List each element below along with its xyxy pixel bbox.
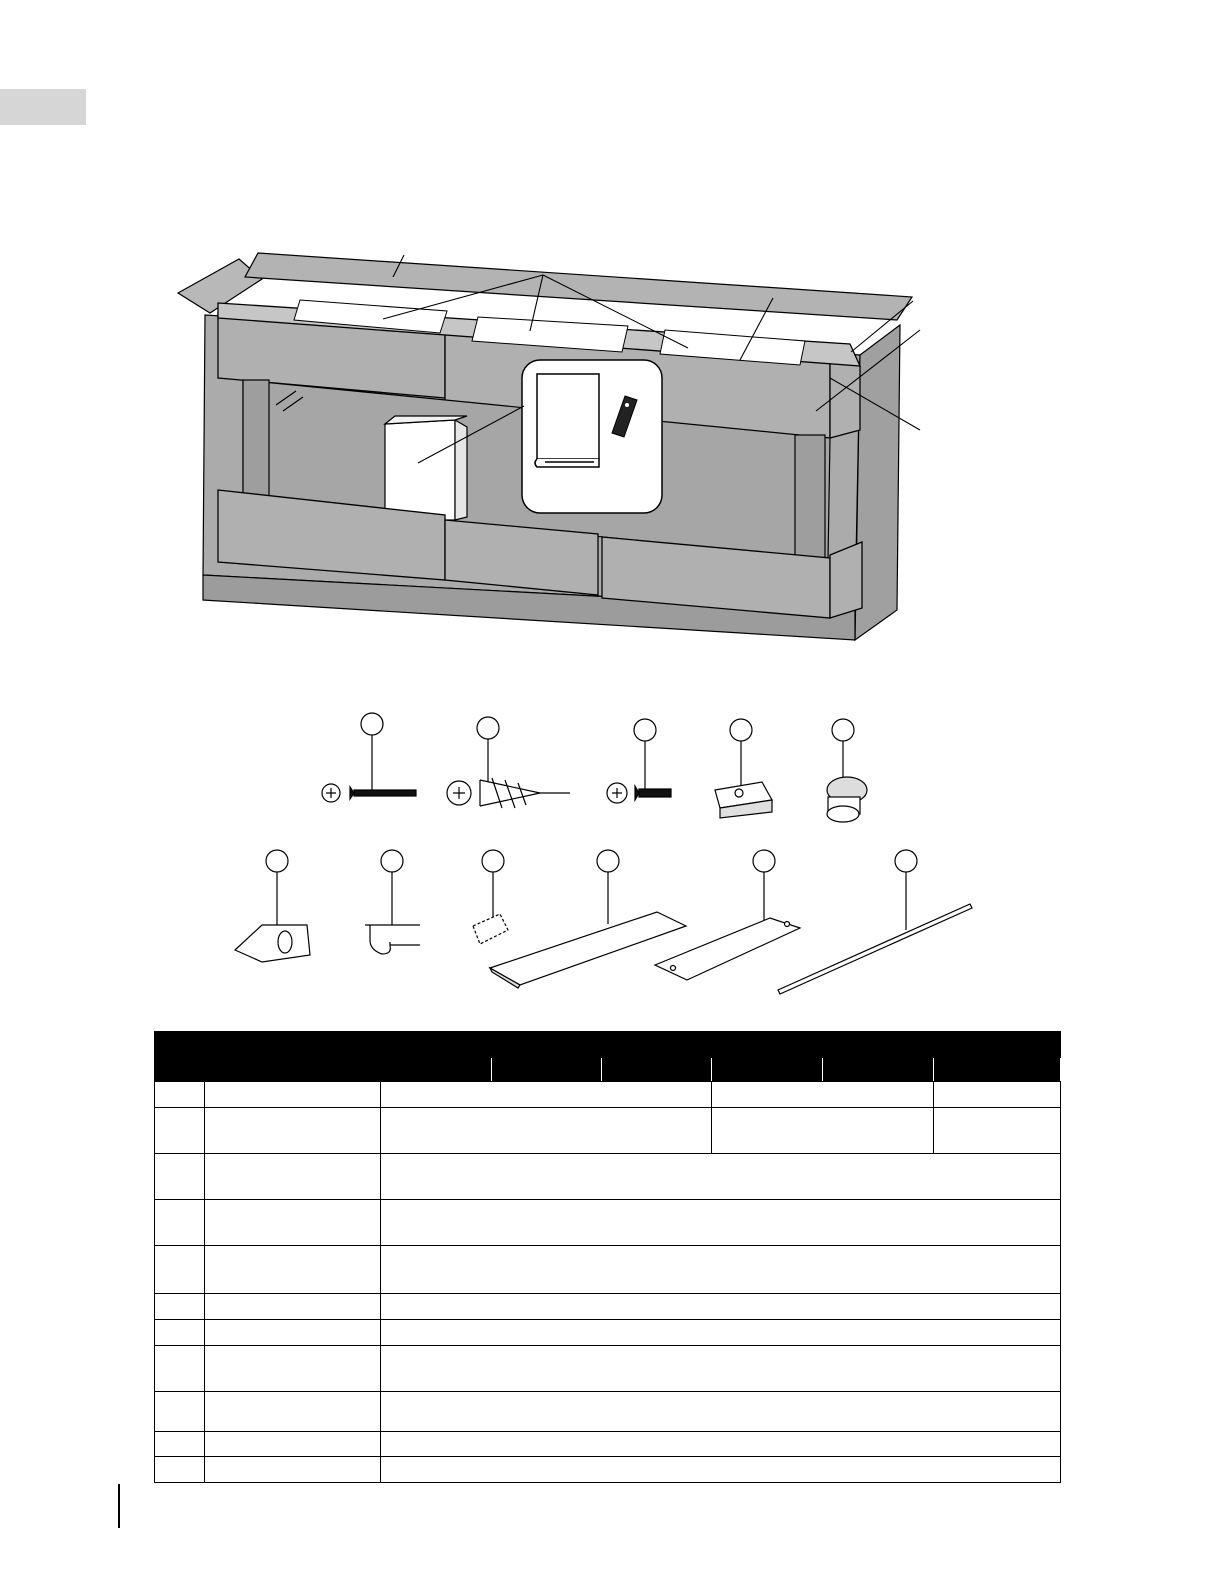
row-number	[155, 1346, 205, 1392]
model-header	[712, 1058, 823, 1082]
grommet-icon	[827, 777, 867, 822]
row-quantity	[381, 1294, 1061, 1320]
row-number	[155, 1154, 205, 1200]
column-header-description	[205, 1032, 381, 1082]
row-quantity	[381, 1346, 1061, 1392]
row-number	[155, 1320, 205, 1346]
footer-divider	[118, 1484, 120, 1528]
row-number	[155, 1457, 205, 1483]
table-row	[155, 1432, 1061, 1457]
row-number	[155, 1108, 205, 1154]
row-description	[205, 1346, 381, 1392]
hardware-row-2	[235, 850, 972, 994]
row-number	[155, 1200, 205, 1246]
model-header	[381, 1058, 492, 1082]
table-row	[155, 1200, 1061, 1246]
drywall-anchor-icon	[447, 778, 570, 808]
manual-box	[385, 416, 467, 520]
hardware-row-1	[322, 713, 867, 822]
spring-icon	[473, 914, 508, 944]
rod-icon	[778, 904, 972, 994]
row-quantity	[381, 1108, 712, 1154]
angle-bracket-icon	[715, 782, 772, 818]
long-wood-screw-icon	[322, 784, 416, 802]
row-quantity	[381, 1392, 1061, 1432]
table-row	[155, 1154, 1061, 1200]
row-description	[205, 1392, 381, 1432]
short-screw-icon	[607, 783, 671, 803]
model-header	[823, 1058, 934, 1082]
row-description	[205, 1154, 381, 1200]
manual-book-icon	[535, 374, 599, 467]
table-row	[155, 1346, 1061, 1392]
row-quantity	[381, 1200, 1061, 1246]
table-row	[155, 1246, 1061, 1294]
row-quantity	[381, 1457, 1061, 1483]
model-header	[602, 1058, 712, 1082]
row-description	[205, 1082, 381, 1108]
table-row	[155, 1082, 1061, 1108]
row-description	[205, 1108, 381, 1154]
row-quantity	[712, 1082, 934, 1108]
row-number	[155, 1246, 205, 1294]
model-header	[492, 1058, 602, 1082]
wedge-block-icon	[235, 925, 310, 962]
row-number	[155, 1082, 205, 1108]
clip-icon	[365, 925, 420, 954]
row-description	[205, 1294, 381, 1320]
row-quantity	[381, 1432, 1061, 1457]
inset-detail	[522, 360, 662, 513]
table-row	[155, 1108, 1061, 1154]
row-description	[205, 1432, 381, 1457]
row-number	[155, 1392, 205, 1432]
row-quantity	[934, 1108, 1061, 1154]
row-description	[205, 1200, 381, 1246]
parts-table	[154, 1031, 1061, 1483]
row-quantity	[381, 1154, 1061, 1200]
row-quantity	[381, 1320, 1061, 1346]
row-number	[155, 1432, 205, 1457]
table-row	[155, 1294, 1061, 1320]
table-row	[155, 1320, 1061, 1346]
model-header	[934, 1058, 1061, 1082]
column-header-quantity	[381, 1032, 1061, 1058]
row-description	[205, 1246, 381, 1294]
table-row	[155, 1457, 1061, 1483]
row-quantity	[381, 1246, 1061, 1294]
row-quantity	[381, 1082, 712, 1108]
row-quantity	[934, 1082, 1061, 1108]
column-header-no	[155, 1032, 205, 1082]
trim-panel-icon	[490, 912, 686, 988]
row-description	[205, 1320, 381, 1346]
row-quantity	[712, 1108, 934, 1154]
table-row	[155, 1392, 1061, 1432]
row-number	[155, 1294, 205, 1320]
row-description	[205, 1457, 381, 1483]
